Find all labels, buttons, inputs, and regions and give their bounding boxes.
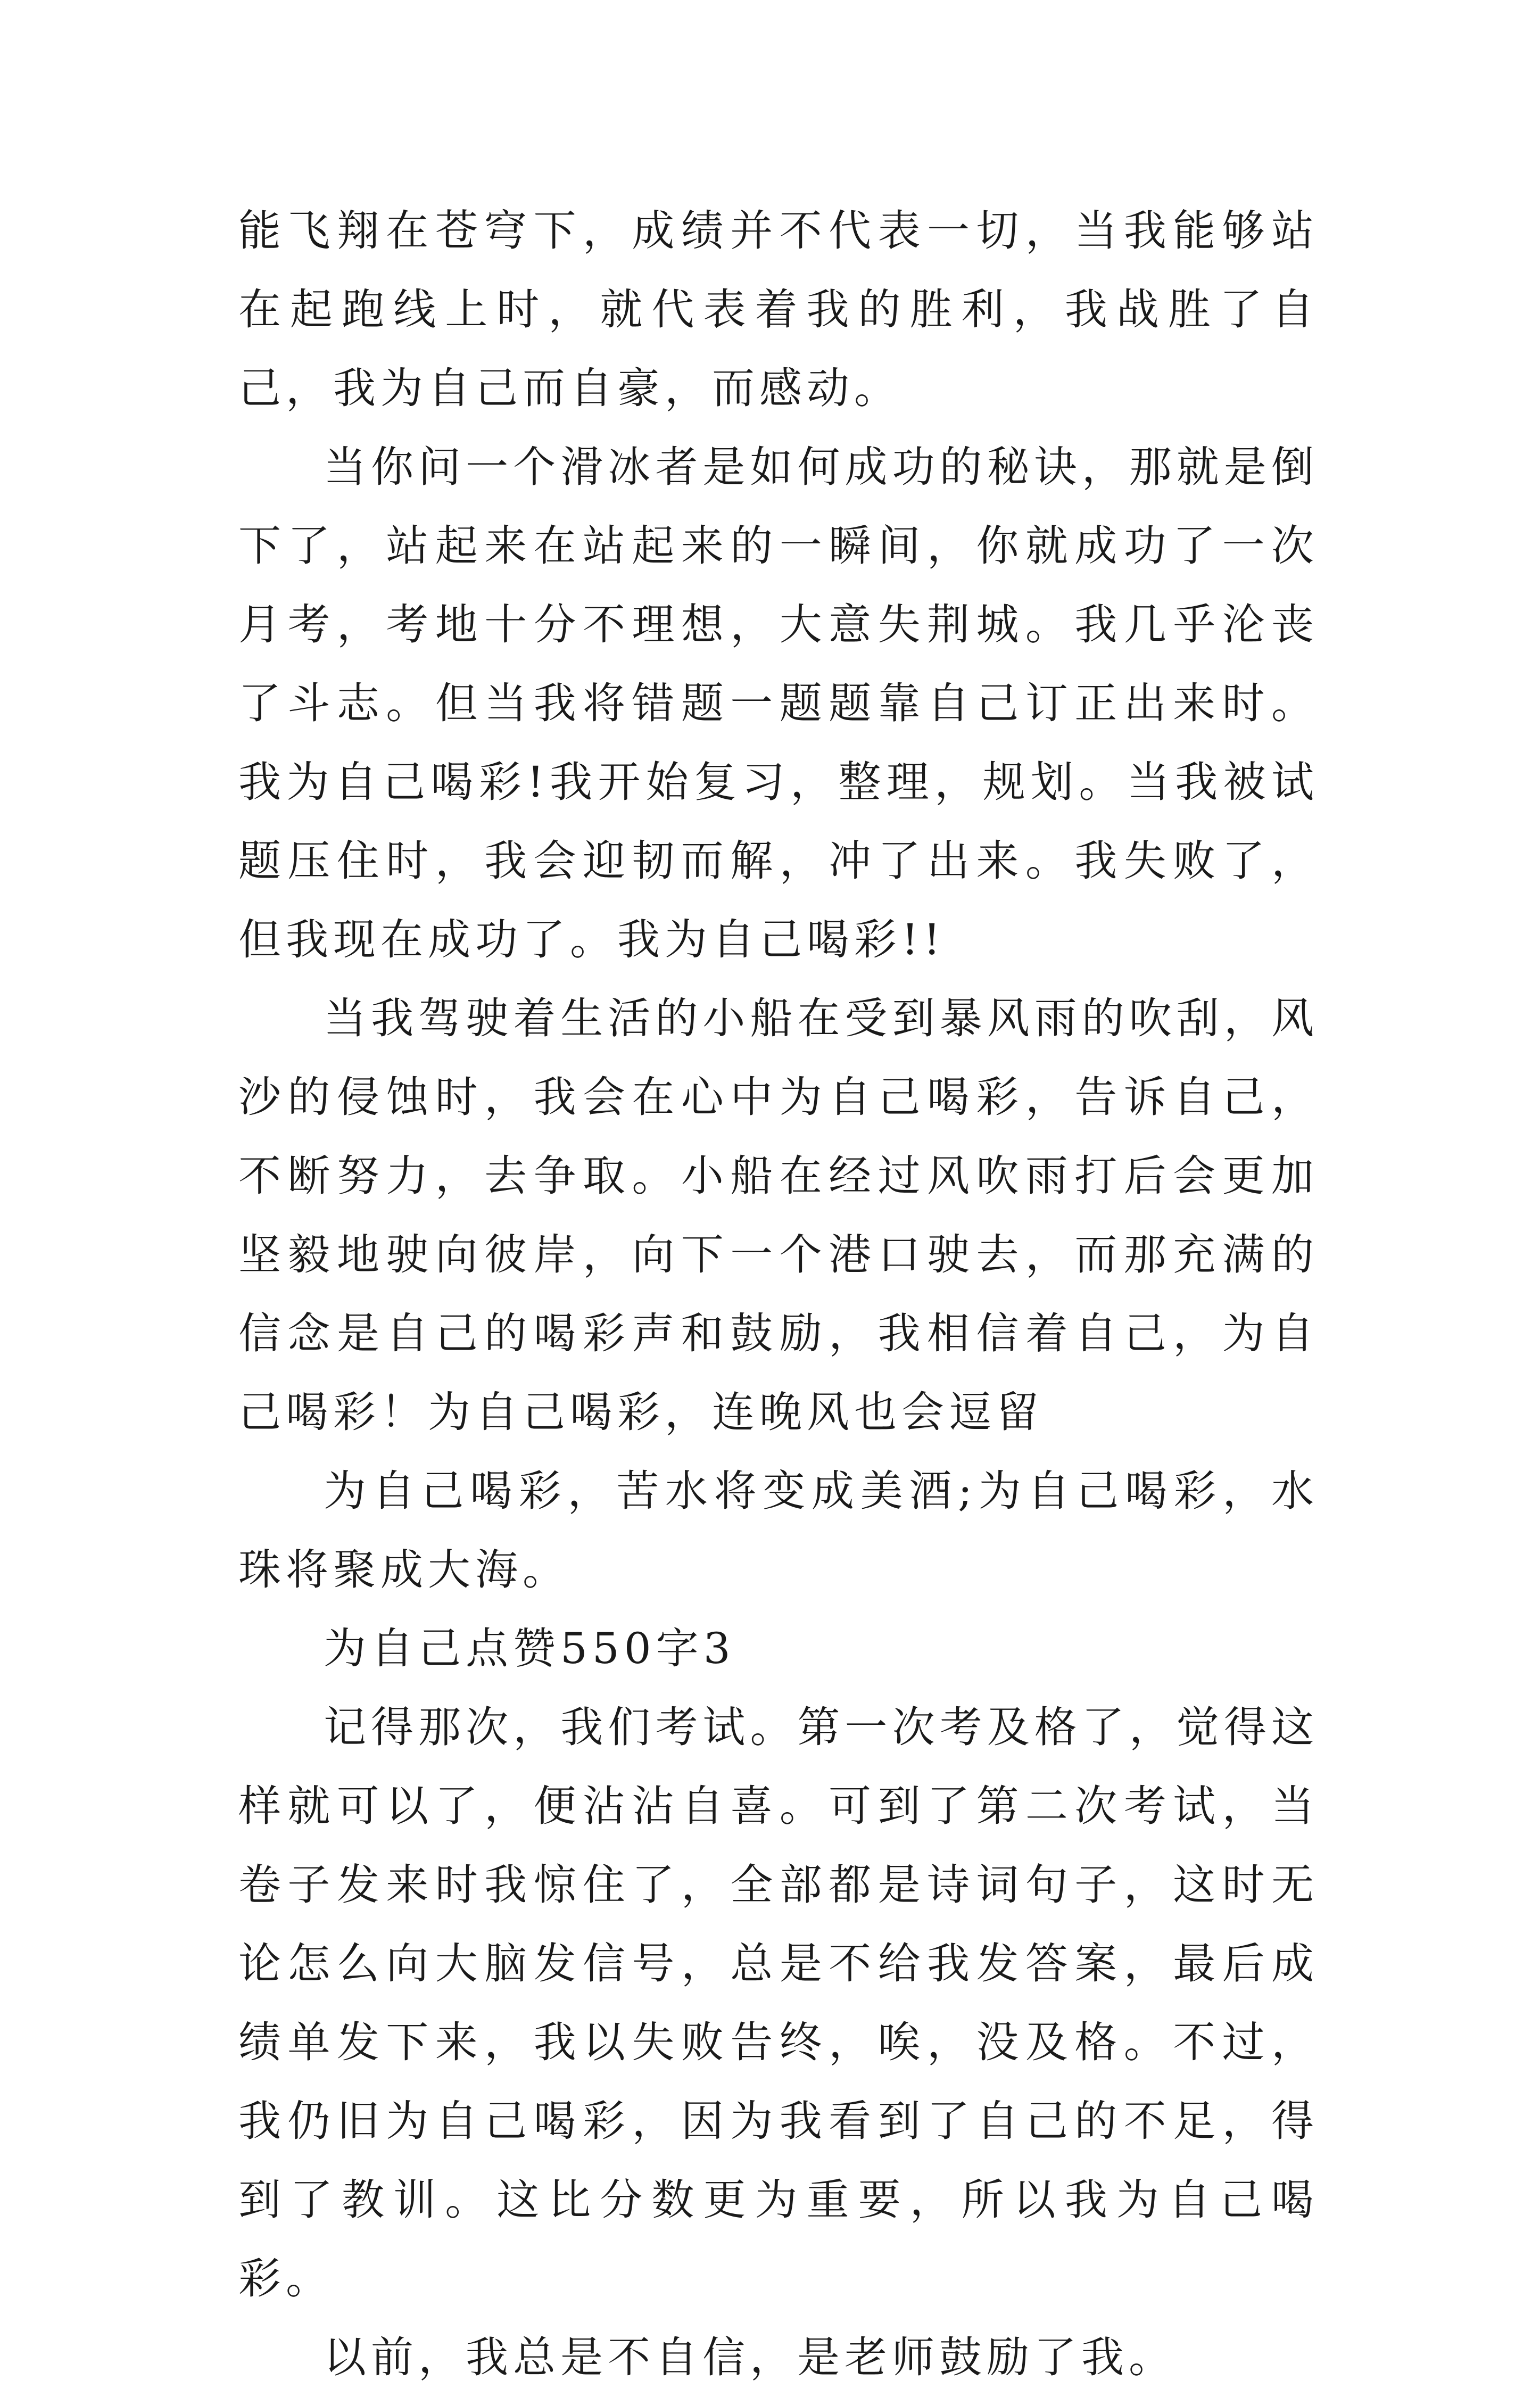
document-page [238, 192, 1319, 2397]
section-heading: 为自己点赞550字3 [324, 1624, 735, 1673]
paragraph-continuation: 能飞翔在苍穹下，成绩并不代表一切，当我能够站在起跑线上时，就代表着我的胜利，我战胜了自己，我为自己而自豪，而感动。 [238, 206, 1319, 413]
paragraph-cheer: 为自己喝彩，苦水将变成美酒;为自己喝彩，水珠将聚成大海。 [238, 1466, 1319, 1594]
paragraph-exam: 记得那次，我们考试。第一次考及格了，觉得这样就可以了，便沾沾自喜。可到了第二次考试，当卷子发来时我惊住了，全部都是诗词句子，这时无论怎么向大脑发信号，总是不给我发答案，最后成绩单发下来，我以失败告终，唉，没及格。不过，我仍旧为自己喝彩，因为我看到了自己的不足，得到了教训。这比分数更为重要，所以我为自己喝彩。 [238, 1702, 1319, 2303]
paragraph-boat: 当我驾驶着生活的小船在受到暴风雨的吹刮，风沙的侵蚀时，我会在心中为自己喝彩，告诉自己，不断努力，去争取。小船在经过风吹雨打后会更加坚毅地驶向彼岸，向下一个港口驶去，而那充满的信念是自己的喝彩声和鼓励，我相信着自己，为自己喝彩！为自己喝彩，连晚风也会逗留 [238, 994, 1319, 1437]
paragraph-teacher: 以前，我总是不自信，是老师鼓励了我。 [324, 2333, 1176, 2382]
paragraph-skater: 当你问一个滑冰者是如何成功的秘诀，那就是倒下了，站起来在站起来的一瞬间，你就成功了一次月考，考地十分不理想，大意失荆城。我几乎沦丧了斗志。但当我将错题一题题靠自己订正出来时。我为自己喝彩!我开始复习，整理，规划。当我被试题压住时，我会迎韧而解，冲了出来。我失败了，但我现在成功了。我为自己喝彩!! [238, 442, 1319, 964]
